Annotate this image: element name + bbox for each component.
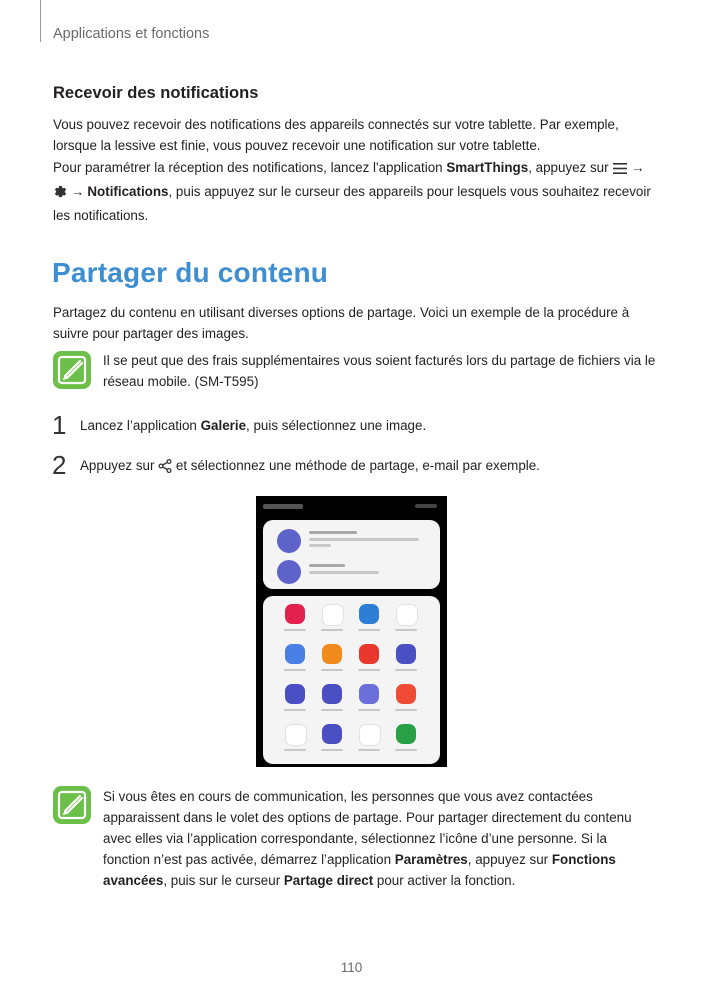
arrow-2: →: [71, 184, 85, 199]
note2-part3: , puis sur le curseur: [163, 873, 284, 888]
share-app-icon: [285, 684, 305, 704]
share-app-label: [284, 749, 306, 751]
step-1-text: [80, 415, 426, 436]
share-app-icon: [359, 604, 379, 624]
note2-part1: Si vous êtes en cours de communication, les personnes que vous avez contactées apparaissent dans le volet des options de partage. Pour partager directement du contenu avec elles via l’application correspondante, sélectionnez l’icône d’une personne. Si la fonction n’est pas activée, démarrez l’application: [103, 789, 632, 867]
running-header: Applications et fonctions: [53, 26, 210, 42]
share-screen-screenshot: [256, 496, 447, 767]
share-app-label: [358, 629, 380, 631]
note-icon: [53, 786, 91, 824]
share-app-icon: [322, 684, 342, 704]
play-share-icon: [277, 560, 301, 584]
step-2-part2: et sélectionnez une méthode de partage, e-mail par exemple.: [175, 458, 540, 473]
screenshot-text-line: [309, 564, 345, 567]
notifications-paragraph-1: Vous pouvez recevoir des notifications des appareils connectés sur votre tablette. Par exemple, lorsque la lessive est finie, vous pouvez recevoir une notification sur votre tablette.: [53, 117, 619, 153]
share-app-icon: [396, 644, 416, 664]
arrow-1: →: [631, 160, 645, 175]
direct-share-option: Partage direct: [283, 873, 374, 888]
note-mobile-charges: Il se peut que des frais supplémentaires vous soient facturés lors du partage de fichiers via le réseau mobile. (SM-T595): [103, 353, 656, 389]
p2-text-3: , puis appuyez sur le curseur des appareils pour lesquels vous souhaitez recevoir les notifications.: [53, 184, 651, 223]
section-title-share: Partager du contenu: [52, 257, 329, 288]
share-app-icon: [285, 604, 305, 624]
p2-text-1: Pour paramétrer la réception des notifications, lancez l'application: [53, 160, 447, 175]
share-app-icon: [359, 684, 379, 704]
screenshot-text-line: [309, 531, 357, 534]
share-app-label: [395, 709, 417, 711]
share-app-label: [395, 629, 417, 631]
share-app-icon: [285, 724, 307, 746]
step-1-part2: , puis sélectionnez une image.: [246, 418, 427, 433]
step-2-part1: Appuyez sur: [80, 458, 155, 473]
menu-icon: [612, 160, 628, 181]
section-title-notifications: Recevoir des notifications: [53, 84, 259, 102]
page-number: 110: [340, 960, 363, 975]
note2-part4: pour activer la fonction.: [373, 873, 516, 888]
share-app-label: [358, 669, 380, 671]
share-app-icon: [359, 644, 379, 664]
share-app-label: [321, 709, 343, 711]
screenshot-app-grid-card: [263, 596, 440, 764]
screenshot-header-action: [415, 504, 437, 508]
notifications-paragraph-2: [53, 157, 653, 226]
step-1-number: 1: [52, 410, 67, 440]
share-app-label: [358, 709, 380, 711]
screenshot-direct-share-card: [263, 520, 440, 589]
screenshot-header-bar: [263, 504, 303, 509]
settings-gear-icon: [53, 184, 68, 205]
screenshot-text-line: [309, 544, 331, 547]
share-app-icon: [359, 724, 381, 746]
share-app-icon: [322, 724, 342, 744]
advanced-features-menu: Fonctions avancées: [103, 852, 616, 888]
share-app-icon: [322, 644, 342, 664]
gallery-app-name: Galerie: [200, 418, 247, 433]
screenshot-text-line: [309, 538, 419, 541]
share-app-label: [284, 669, 306, 671]
note2-part2: , appuyez sur: [467, 852, 552, 867]
share-app-label: [358, 749, 380, 751]
cloud-share-icon: [277, 529, 301, 553]
note-icon: [53, 351, 91, 389]
p2-text-2: , appuyez sur: [528, 160, 609, 175]
share-app-label: [321, 669, 343, 671]
share-app-icon: [396, 684, 416, 704]
share-app-label: [284, 629, 306, 631]
step-2-text: [80, 455, 540, 479]
step-1-part1: Lancez l’application: [80, 418, 201, 433]
share-app-label: [321, 629, 343, 631]
share-app-icon: [396, 724, 416, 744]
share-app-icon: [285, 644, 305, 664]
header-rule: [40, 0, 41, 42]
share-app-label: [284, 709, 306, 711]
notifications-menu-name: Notifications: [87, 184, 169, 199]
share-intro: Partagez du contenu en utilisant diverses options de partage. Voici un exemple de la procédure à suivre pour partager des images.: [53, 305, 630, 341]
share-app-icon: [396, 604, 418, 626]
smartthings-app-name: SmartThings: [446, 160, 529, 175]
share-app-label: [395, 669, 417, 671]
screenshot-text-line: [309, 571, 379, 574]
share-app-icon: [322, 604, 344, 626]
note-direct-share: [103, 786, 643, 891]
step-2-number: 2: [52, 450, 67, 480]
settings-app-name: Paramètres: [394, 852, 468, 867]
share-icon: [158, 458, 172, 479]
share-app-label: [395, 749, 417, 751]
share-app-label: [321, 749, 343, 751]
